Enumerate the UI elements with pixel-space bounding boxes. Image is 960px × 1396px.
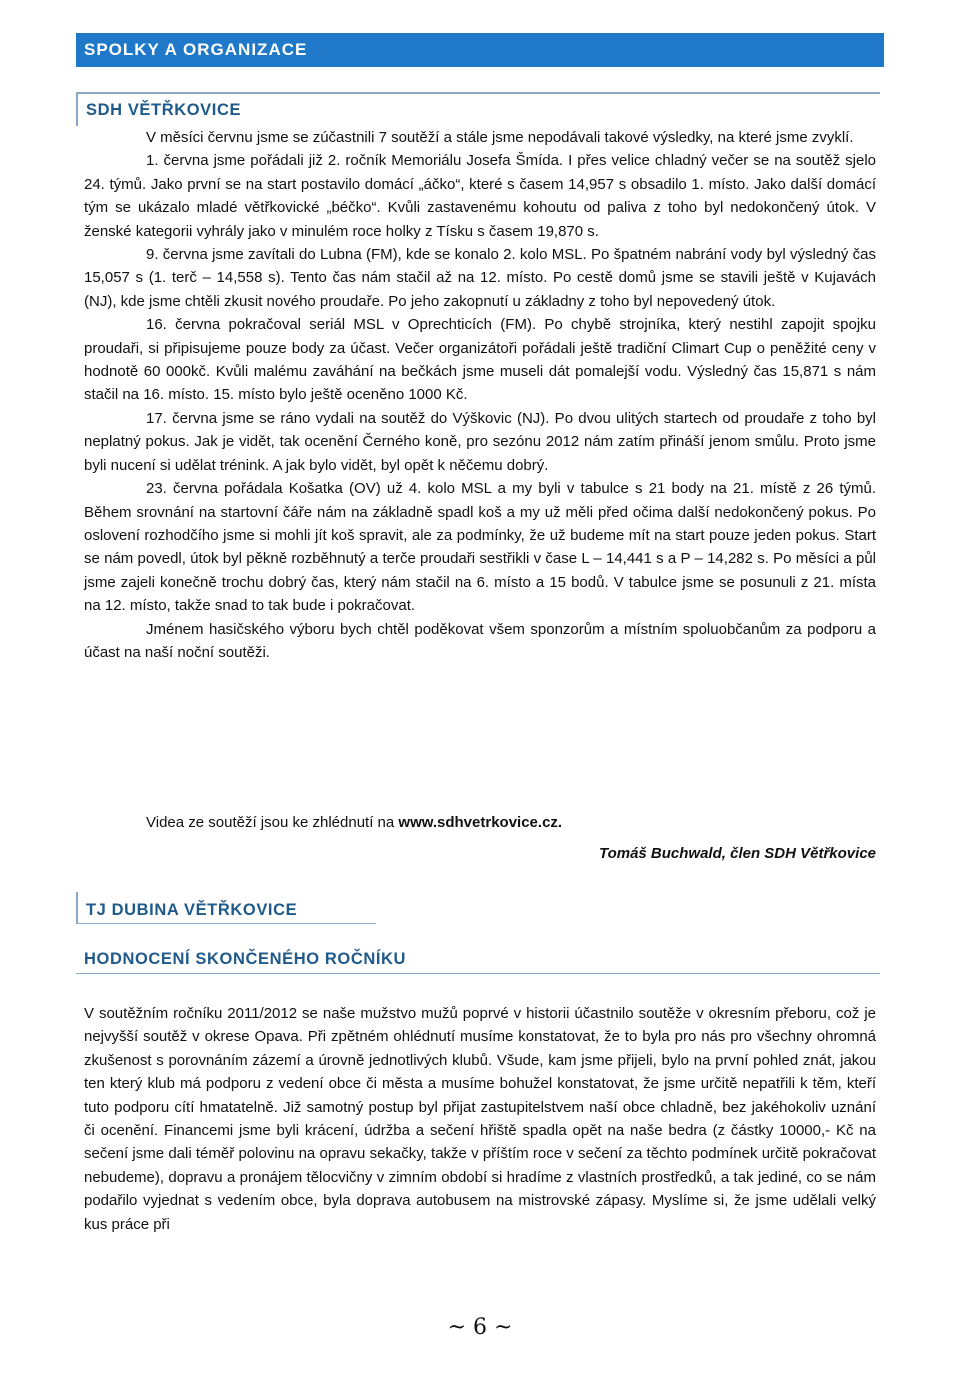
section-banner: SPOLKY A ORGANIZACE — [76, 33, 884, 67]
sdh-article-body — [84, 126, 876, 664]
videos-text: Videa ze soutěží jsou ke zhlédnutí na — [146, 814, 399, 831]
paragraph: 16. června pokračoval seriál MSL v Oprechticích (FM). Po chybě strojníka, který nestihl zapojit spojku proudaři, si připisujeme pouze body za účast. Večer organizátoři pořádali ještě tradiční Climart Cup o peněžité ceny v hodnotě 60 000kč. Kvůli malému zaváhání na bečkách jsme museli dát pomalejší vodu. Výsledný čas 15,871 s nám stačil na 16. místo. 15. místo bylo ještě oceněno 1000 Kč. — [84, 316, 876, 404]
paragraph: V měsíci červnu jsme se zúčastnili 7 soutěží a stále jsme nepodávali takové výsledky, na které jsme zvyklí. — [146, 129, 854, 146]
paragraph: 23. června pořádala Košatka (OV) už 4. kolo MSL a my byli v tabulce s 21 body na 21. místě z 26 týmů. Během srovnání na startovní čáře nám na základně spadl koš a my už měli před očima další nedokončený pokus. Po oslovení rozhodčího jsme si mohli jít koš spravit, ale za podmínky, že už budeme mít na start pouze jeden pokus. Start se nám povedl, útok byl pěkně rozběhnutý a terče proudaři sestřikli v čase L – 14,441 s a P – 14,282 s. Po měsíci a půl jsme zajeli konečně trochu dobrý čas, který nám stačil na 6. místo a 15 bodů. V tabulce jsme se posunuli z 21. místa na 12. místo, takže snad to tak bude i pokračovat. — [84, 480, 876, 615]
paragraph: 17. června jsme se ráno vydali na soutěž do Výškovic (NJ). Po dvou ulitých startech od proudaře z toho byl neplatný pokus. Jak je vidět, tak ocenění Černého koně, pro sezónu 2012 nám zatím přináší jenom smůlu. Proto jsme byli nucení si udělat trénink. A jak bylo vidět, byl opět k něčemu dobrý. — [84, 409, 876, 474]
website-link[interactable]: www.sdhvetrkovice.cz. — [398, 814, 563, 831]
section-heading-sdh: SDH VĚTŘKOVICE — [76, 92, 880, 126]
paragraph: 9. června jsme zavítali do Lubna (FM), kde se konalo 2. kolo MSL. Po špatném nabrání vody byl výsledný čas 15,057 s (1. terč – 14,558 s). Tento čas nám stačil až na 12. místo. Po cestě domů jsme se stavili ještě v Kujavách (NJ), kde jsme chtěli zkusit nového proudaře. Po jeho zakopnutí u základny z toho byl nepovedený útok. — [84, 246, 876, 310]
paragraph: V soutěžním ročníku 2011/2012 se naše mužstvo mužů poprvé v historii účastnilo soutěže v okresním přeboru, což je nejvyšší soutěž v okrese Opava. Při zpětném ohlédnutí musíme konstatovat, že to byla pro nás pro všechny ohromná zkušenost s porovnáním zázemí a úrovně jednotlivých klubů. Všude, kam jsme přijeli, bylo na první pohled znát, jakou ten který klub má podporu z vedení obce či města a musíme bohužel konstatovat, že jsme určitě nepatřili k těm, kteří tuto podporu cítí hmatatelně. Již samotný postup byl přijat zastupitelstvem naší obce chladně, bez jakéhokoliv uznání či ocenění. Financemi jsme byli krácení, údržba a sečení hřiště spadla opět na naše bedra (z částky 10000,- Kč na sečení jsme dali téměř polovinu na opravu sekačky, takže v příštím roce v sečení za těchto podmínek určitě pokračovat nebudeme), dopravu a pronájem tělocvičny v zimním období si hradíme z vlastních prostředků, a tak jediné, co se nám podařilo vyjednat s vedením obce, byla doprava autobusem na mistrovské zápasy. Myslíme si, že jsme udělali velký kus práce při — [84, 1005, 876, 1233]
paragraph: 1. června jsme pořádali již 2. ročník Memoriálu Josefa Šmída. I přes velice chladný večer se na soutěž sjelo 24. týmů. Jako první se na start postavilo domácí „áčko“, které s časem 14,957 s obsadilo 1. místo. Jako další domácí tým se ukázalo mladé větřkovické „béčko“. Kvůli zastavenému kohoutu od paliva z toho byl nedokončený útok. V ženské kategorii vyhrály jako v minulém roce holky z Tísku s časem 19,870 s. — [84, 152, 876, 240]
paragraph: Jménem hasičského výboru bych chtěl poděkovat všem sponzorům a místním spoluobčanům za podporu a účast na naší noční soutěži. — [84, 620, 876, 661]
videos-note — [146, 814, 562, 831]
signature: Tomáš Buchwald, člen SDH Větřkovice — [598, 845, 876, 862]
subheading-season-review: HODNOCENÍ SKONČENÉHO ROČNÍKU — [76, 946, 880, 974]
section-heading-tj-dubina: TJ DUBINA VĚTŘKOVICE — [76, 892, 376, 924]
tj-article-body — [84, 1002, 876, 1236]
page-number: ~ 6 ~ — [447, 1315, 513, 1340]
